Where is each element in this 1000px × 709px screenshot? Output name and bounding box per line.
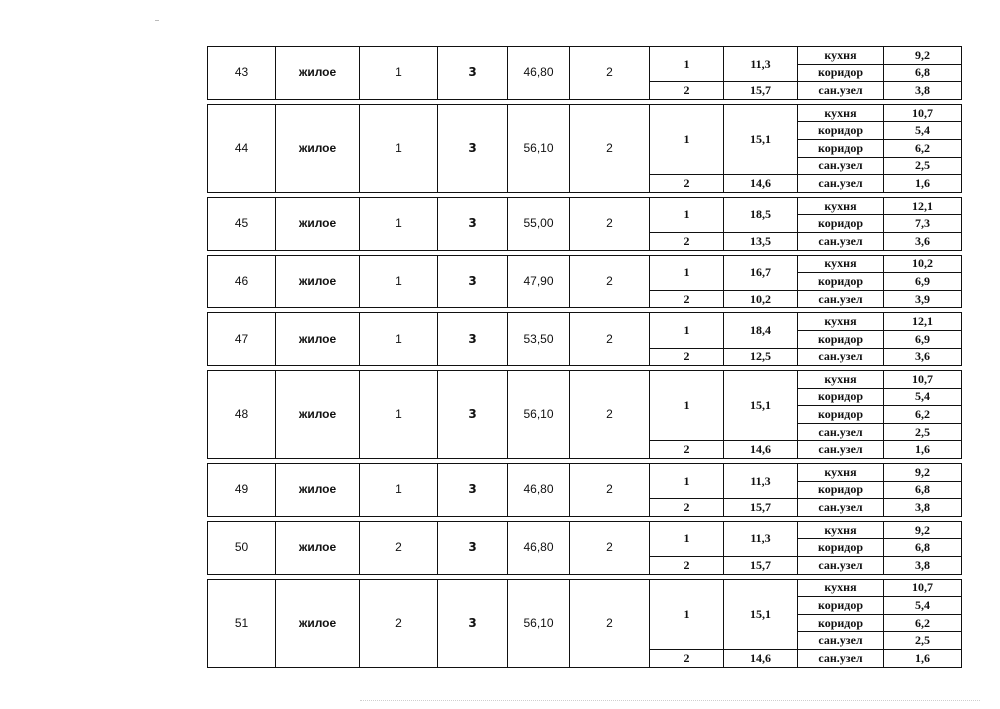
apartment-rooms-cell: 2 <box>570 47 650 100</box>
apartment-floor-cell: 1 <box>360 197 438 250</box>
aux-room-name-cell: коридор <box>798 597 884 615</box>
room-index-cell: 1 <box>650 104 724 174</box>
aux-room-name-cell: коридор <box>798 539 884 557</box>
aux-room-area-cell: 10,7 <box>884 371 962 389</box>
apartment-status-cell: жилое <box>276 255 360 308</box>
room-index-cell: 2 <box>650 290 724 308</box>
aux-room-area-cell: 1,6 <box>884 441 962 459</box>
aux-room-name-cell: кухня <box>798 464 884 482</box>
aux-room-name-cell: кухня <box>798 104 884 122</box>
apartment-section-cell: 3 <box>438 371 508 459</box>
aux-room-name-cell: кухня <box>798 371 884 389</box>
aux-room-name-cell: сан.узел <box>798 82 884 100</box>
aux-room-area-cell: 6,8 <box>884 481 962 499</box>
apartment-rooms-cell: 2 <box>570 521 650 574</box>
apartment-floor-cell: 1 <box>360 47 438 100</box>
aux-room-name-cell: кухня <box>798 47 884 65</box>
aux-room-area-cell: 2,5 <box>884 423 962 441</box>
apartment-area-cell: 46,80 <box>508 464 570 517</box>
aux-room-name-cell: кухня <box>798 255 884 273</box>
aux-room-name-cell: кухня <box>798 197 884 215</box>
aux-room-area-cell: 10,7 <box>884 104 962 122</box>
aux-room-area-cell: 1,6 <box>884 650 962 668</box>
apartment-status-cell: жилое <box>276 521 360 574</box>
apartment-section-cell: 3 <box>438 579 508 667</box>
table-row <box>208 197 962 215</box>
aux-room-name-cell: коридор <box>798 122 884 140</box>
aux-room-area-cell: 2,5 <box>884 157 962 175</box>
room-area-cell: 10,2 <box>724 290 798 308</box>
apartment-floor-cell: 1 <box>360 313 438 366</box>
room-area-cell: 14,6 <box>724 175 798 193</box>
aux-room-area-cell: 6,2 <box>884 406 962 424</box>
apartment-floor-cell: 2 <box>360 521 438 574</box>
aux-room-area-cell: 7,3 <box>884 215 962 233</box>
room-index-cell: 2 <box>650 557 724 575</box>
aux-room-area-cell: 6,2 <box>884 139 962 157</box>
room-index-cell: 1 <box>650 313 724 348</box>
aux-room-area-cell: 6,8 <box>884 539 962 557</box>
apartment-status-cell: жилое <box>276 313 360 366</box>
apartment-section-cell: 3 <box>438 521 508 574</box>
room-index-cell: 1 <box>650 255 724 290</box>
apartment-floor-cell: 1 <box>360 255 438 308</box>
aux-room-area-cell: 3,8 <box>884 82 962 100</box>
apartment-floor-cell: 2 <box>360 579 438 667</box>
room-area-cell: 11,3 <box>724 521 798 556</box>
aux-room-area-cell: 2,5 <box>884 632 962 650</box>
aux-room-name-cell: сан.узел <box>798 557 884 575</box>
aux-room-name-cell: сан.узел <box>798 175 884 193</box>
aux-room-name-cell: сан.узел <box>798 423 884 441</box>
apartment-section-cell: 3 <box>438 313 508 366</box>
room-index-cell: 2 <box>650 441 724 459</box>
table-row <box>208 255 962 273</box>
aux-room-area-cell: 3,6 <box>884 232 962 250</box>
apartment-table-sheet <box>207 46 961 665</box>
room-area-cell: 16,7 <box>724 255 798 290</box>
apartment-rooms-cell: 2 <box>570 104 650 192</box>
aux-room-area-cell: 9,2 <box>884 47 962 65</box>
apartment-section-cell: 3 <box>438 464 508 517</box>
aux-room-name-cell: коридор <box>798 64 884 82</box>
aux-room-area-cell: 6,9 <box>884 273 962 291</box>
apartment-number-cell: 48 <box>208 371 276 459</box>
apartment-section-cell: 3 <box>438 197 508 250</box>
aux-room-area-cell: 3,6 <box>884 348 962 366</box>
apartment-status-cell: жилое <box>276 104 360 192</box>
room-area-cell: 15,1 <box>724 579 798 649</box>
aux-room-name-cell: сан.узел <box>798 232 884 250</box>
room-index-cell: 2 <box>650 232 724 250</box>
aux-room-area-cell: 9,2 <box>884 464 962 482</box>
table-row <box>208 464 962 482</box>
scan-speck <box>155 20 159 21</box>
aux-room-name-cell: сан.узел <box>798 290 884 308</box>
room-index-cell: 2 <box>650 650 724 668</box>
apartment-number-cell: 44 <box>208 104 276 192</box>
table-row <box>208 579 962 597</box>
aux-room-name-cell: сан.узел <box>798 441 884 459</box>
table-row <box>208 47 962 65</box>
aux-room-name-cell: сан.узел <box>798 499 884 517</box>
room-index-cell: 2 <box>650 82 724 100</box>
apartment-floor-cell: 1 <box>360 104 438 192</box>
aux-room-area-cell: 6,9 <box>884 330 962 348</box>
aux-room-area-cell: 6,8 <box>884 64 962 82</box>
aux-room-name-cell: сан.узел <box>798 348 884 366</box>
apartment-section-cell: 3 <box>438 47 508 100</box>
room-area-cell: 15,7 <box>724 82 798 100</box>
apartment-rooms-cell: 2 <box>570 197 650 250</box>
apartment-rooms-cell: 2 <box>570 464 650 517</box>
room-index-cell: 1 <box>650 579 724 649</box>
room-area-cell: 14,6 <box>724 441 798 459</box>
aux-room-name-cell: коридор <box>798 614 884 632</box>
apartment-number-cell: 50 <box>208 521 276 574</box>
room-index-cell: 2 <box>650 348 724 366</box>
room-index-cell: 1 <box>650 464 724 499</box>
table-row <box>208 371 962 389</box>
apartment-area-cell: 56,10 <box>508 371 570 459</box>
apartment-status-cell: жилое <box>276 371 360 459</box>
room-index-cell: 1 <box>650 47 724 82</box>
aux-room-area-cell: 10,2 <box>884 255 962 273</box>
aux-room-name-cell: коридор <box>798 388 884 406</box>
aux-room-name-cell: коридор <box>798 330 884 348</box>
apartment-area-cell: 55,00 <box>508 197 570 250</box>
room-area-cell: 15,1 <box>724 104 798 174</box>
room-area-cell: 18,5 <box>724 197 798 232</box>
aux-room-area-cell: 6,2 <box>884 614 962 632</box>
apartment-rooms-cell: 2 <box>570 371 650 459</box>
aux-room-area-cell: 3,8 <box>884 499 962 517</box>
aux-room-name-cell: сан.узел <box>798 650 884 668</box>
room-area-cell: 15,7 <box>724 499 798 517</box>
apartment-number-cell: 47 <box>208 313 276 366</box>
aux-room-area-cell: 5,4 <box>884 122 962 140</box>
apartment-area-cell: 46,80 <box>508 47 570 100</box>
apartment-area-cell: 56,10 <box>508 104 570 192</box>
room-area-cell: 11,3 <box>724 47 798 82</box>
aux-room-name-cell: коридор <box>798 215 884 233</box>
room-index-cell: 1 <box>650 371 724 441</box>
table-row <box>208 521 962 539</box>
aux-room-area-cell: 5,4 <box>884 388 962 406</box>
table-row <box>208 313 962 331</box>
apartment-rooms-cell: 2 <box>570 313 650 366</box>
apartment-status-cell: жилое <box>276 464 360 517</box>
apartment-number-cell: 51 <box>208 579 276 667</box>
apartment-area-cell: 46,80 <box>508 521 570 574</box>
apartment-area-cell: 53,50 <box>508 313 570 366</box>
aux-room-name-cell: кухня <box>798 313 884 331</box>
apartment-status-cell: жилое <box>276 579 360 667</box>
apartment-number-cell: 49 <box>208 464 276 517</box>
apartment-floor-cell: 1 <box>360 371 438 459</box>
aux-room-area-cell: 1,6 <box>884 175 962 193</box>
aux-room-area-cell: 5,4 <box>884 597 962 615</box>
aux-room-name-cell: коридор <box>798 273 884 291</box>
aux-room-area-cell: 10,7 <box>884 579 962 597</box>
room-area-cell: 15,7 <box>724 557 798 575</box>
scan-footer-noise <box>360 700 980 704</box>
room-index-cell: 1 <box>650 197 724 232</box>
apartment-section-cell: 3 <box>438 104 508 192</box>
apartment-rooms-cell: 2 <box>570 255 650 308</box>
room-index-cell: 2 <box>650 499 724 517</box>
aux-room-area-cell: 3,8 <box>884 557 962 575</box>
aux-room-area-cell: 9,2 <box>884 521 962 539</box>
aux-room-area-cell: 3,9 <box>884 290 962 308</box>
apartment-number-cell: 43 <box>208 47 276 100</box>
aux-room-name-cell: коридор <box>798 139 884 157</box>
room-area-cell: 13,5 <box>724 232 798 250</box>
apartment-area-cell: 56,10 <box>508 579 570 667</box>
aux-room-name-cell: кухня <box>798 521 884 539</box>
room-area-cell: 14,6 <box>724 650 798 668</box>
apartment-status-cell: жилое <box>276 197 360 250</box>
aux-room-name-cell: коридор <box>798 406 884 424</box>
table-row <box>208 104 962 122</box>
apartment-status-cell: жилое <box>276 47 360 100</box>
apartment-number-cell: 46 <box>208 255 276 308</box>
aux-room-area-cell: 12,1 <box>884 313 962 331</box>
room-area-cell: 18,4 <box>724 313 798 348</box>
apartment-floor-cell: 1 <box>360 464 438 517</box>
aux-room-name-cell: кухня <box>798 579 884 597</box>
room-index-cell: 1 <box>650 521 724 556</box>
room-area-cell: 12,5 <box>724 348 798 366</box>
aux-room-name-cell: коридор <box>798 481 884 499</box>
apartment-rooms-cell: 2 <box>570 579 650 667</box>
aux-room-name-cell: сан.узел <box>798 632 884 650</box>
room-area-cell: 15,1 <box>724 371 798 441</box>
room-area-cell: 11,3 <box>724 464 798 499</box>
aux-room-area-cell: 12,1 <box>884 197 962 215</box>
apartment-table <box>207 46 962 668</box>
aux-room-name-cell: сан.узел <box>798 157 884 175</box>
apartment-area-cell: 47,90 <box>508 255 570 308</box>
apartment-number-cell: 45 <box>208 197 276 250</box>
room-index-cell: 2 <box>650 175 724 193</box>
apartment-section-cell: 3 <box>438 255 508 308</box>
